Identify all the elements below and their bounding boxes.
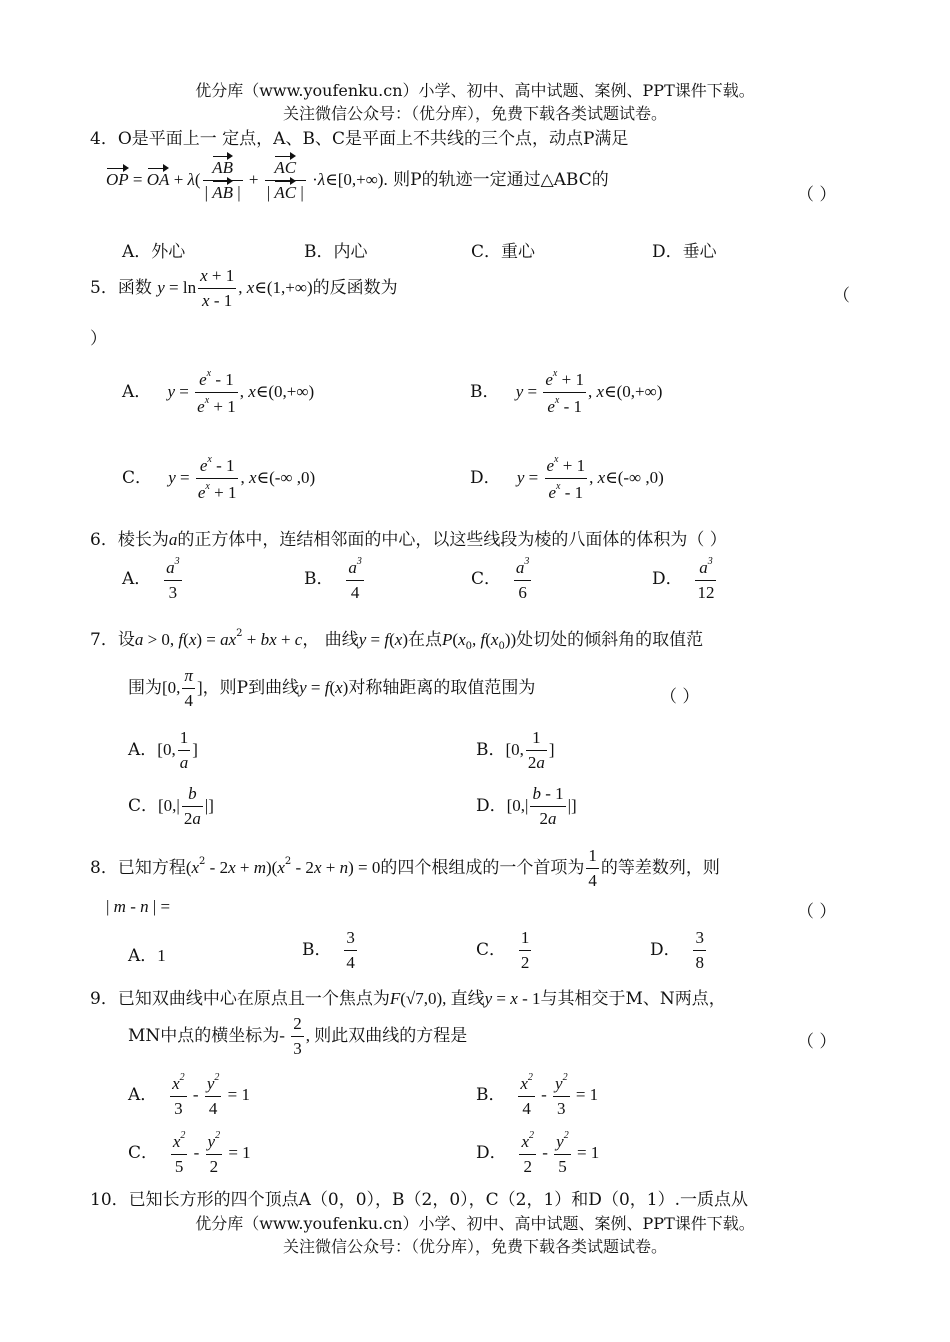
question-9-lead: 已知双曲线中心在原点且一个焦点为	[117, 989, 390, 1009]
question-4-option-c: C．重心	[471, 242, 536, 262]
header-line-2: 关注微信公众号：（优分库），免费下载各类试题试卷。	[282, 104, 667, 123]
ac-unit-fraction: $\frac{AC}{| AC |}$	[266, 158, 304, 202]
question-4-option-b: B．内心	[304, 242, 368, 262]
option-label: A．	[128, 740, 158, 760]
question-9-stem: 9．已知双曲线中心在原点且一个焦点为F(√7,0), 直线y = x - 1与其相交于M、N两点，	[90, 989, 726, 1009]
question-8-lead: 已知方程	[117, 858, 186, 878]
question-9-mid: 直线	[450, 989, 485, 1009]
option-label: A．	[128, 1085, 158, 1105]
question-6-option-c: C． $\frac{a^3}{6}$	[471, 556, 530, 602]
question-8-number: 8．	[90, 858, 118, 878]
question-7-tail: 处切处的倾斜角的取值范	[516, 630, 704, 650]
question-8-option-d: D． $\frac{3}{8}$	[650, 928, 704, 972]
option-label: D．	[650, 940, 681, 960]
option-label: D．	[470, 468, 501, 488]
footer-line-1: 优分库（www.youfenku.cn）小学、初中、高中试题、案例、PPT课件下载。	[195, 1214, 755, 1233]
question-5-paren-open: （	[833, 286, 850, 306]
option-label: D．	[476, 796, 507, 816]
option-label: C．	[471, 569, 502, 589]
denominator: 12	[697, 583, 715, 602]
question-9-line2-lead: MN中点的横坐标为	[128, 1026, 280, 1046]
option-label: A．	[122, 382, 152, 402]
option-label: C．	[476, 940, 507, 960]
option-label: C．	[128, 796, 159, 816]
question-9-tail: 与其相交于M、N两点，	[540, 989, 726, 1009]
question-5-option-b: B． y = $\frac{e^x + 1}{e^x - 1}$ , x∈(0,+∞)	[470, 368, 663, 416]
option-label: A．	[122, 569, 152, 589]
question-7-mid: ， 曲线	[302, 630, 359, 650]
question-9-option-b: B． $\frac{x^2}{4}$ - $\frac{y^2}{3}$ = 1	[476, 1072, 599, 1118]
question-9-line-2: MN中点的横坐标为- $\frac{2}{3}$ , 则此双曲线的方程是	[128, 1014, 468, 1058]
question-8-option-b: B． $\frac{3}{4}$	[302, 928, 355, 972]
question-8-stem: 8．已知方程$(x^2 - 2x + m)(x^2 - 2x + n) = 0$的四个根组成的一个首项为 $\frac{1}{4}$ 的等差数列，则	[90, 846, 720, 890]
question-6-number: 6．	[90, 530, 118, 550]
question-10-text: 已知长方形的四个顶点A（0，0），B（2，0），C（2，1）和D（0，1）.一质点从	[128, 1190, 748, 1210]
question-5-option-a: A． y = $\frac{e^x - 1}{e^x + 1}$ , x∈(0,+∞)	[122, 368, 315, 416]
question-5-option-d: D． y = $\frac{e^x + 1}{e^x - 1}$ , x∈(-∞ ,0)	[470, 454, 664, 502]
question-7-stem: 7．设a > 0, $f(x) = ax^2$ + bx + c， 曲线y = f(x)在点$P(x_0$, $f(x_0)$)处切处的倾斜角的取值范	[90, 628, 704, 652]
question-8-expression: | m - n | =	[106, 897, 171, 916]
question-4-number: 4．	[90, 129, 118, 149]
question-7-lead: 设	[117, 630, 135, 650]
question-7-option-a: A．[0, $\frac{1}{a}$ ]	[128, 728, 198, 772]
question-7-number: 7．	[90, 630, 118, 650]
footer-line-2: 关注微信公众号：（优分库），免费下载各类试题试卷。	[282, 1237, 667, 1256]
option-label: A．	[128, 946, 158, 966]
question-6-option-d: D． $\frac{a^3}{12}$	[652, 556, 715, 602]
question-8-answer-blank: （ ）	[797, 902, 837, 922]
option-label: B．	[476, 1085, 506, 1105]
question-7-option-b: B．[0, $\frac{1}{2a}$ ]	[476, 728, 555, 772]
denominator: 6	[518, 583, 527, 602]
option-label: B．	[470, 382, 500, 402]
question-5-tail: 的反函数为	[312, 278, 398, 298]
question-10-number: 10．	[90, 1190, 129, 1210]
option-label: B．	[304, 569, 334, 589]
question-4-stem	[90, 124, 628, 149]
header-line-1: 优分库（www.youfenku.cn）小学、初中、高中试题、案例、PPT课件下载。	[195, 81, 755, 100]
question-9-option-a: A． $\frac{x^2}{3}$ - $\frac{y^2}{4}$ = 1	[128, 1072, 250, 1118]
option-label: C．	[122, 468, 153, 488]
option-label: B．	[302, 940, 332, 960]
question-5-number: 5．	[90, 278, 118, 298]
question-5-option-c: C． y = $\frac{e^x - 1}{e^x + 1}$ , x∈(-∞ ,0)	[122, 454, 316, 502]
question-4-option-d: D．垂心	[652, 242, 717, 262]
question-6-var: a	[168, 530, 178, 549]
question-6-text-b: 的正方体中，连结相邻面的中心，以这些线段为棱的八面体的体积为（ ）	[177, 530, 727, 550]
question-5-stem: 5．函数 y = ln $\frac{x + 1}{x - 1}$ , x∈(1,+∞)的反函数为	[90, 266, 398, 310]
question-6-text-a: 棱长为	[117, 530, 169, 550]
question-9-option-c: C． $\frac{x^2}{5}$ - $\frac{y^2}{2}$ = 1	[128, 1130, 251, 1176]
question-7-line2-lead: 围为	[128, 678, 162, 698]
question-9-answer-blank: （ ）	[797, 1032, 837, 1052]
option-label: D．	[652, 569, 683, 589]
question-9-line2-tail: 则此双曲线的方程是	[314, 1026, 468, 1046]
question-6-stem	[90, 525, 727, 550]
option-a-value: 1	[157, 946, 166, 965]
question-8-mid: 的四个根组成的一个首项为	[380, 858, 585, 878]
question-7-option-c: C．[0,| $\frac{b}{2a}$ |]	[128, 784, 214, 828]
question-7-answer-blank: （ ）	[660, 687, 700, 707]
question-6-option-b: B． $\frac{a^3}{4}$	[304, 556, 362, 602]
question-10-stem	[90, 1185, 748, 1210]
option-label: D．	[476, 1143, 507, 1163]
question-7-line2-mid: ，则P到曲线	[202, 678, 300, 698]
question-9-option-d: D． $\frac{x^2}{2}$ - $\frac{y^2}{5}$ = 1	[476, 1130, 600, 1176]
question-8-tail: 的等差数列，则	[600, 858, 720, 878]
question-9-number: 9．	[90, 989, 118, 1009]
question-4-text: O是平面上一 定点，A、B、C是平面上不共线的三个点，动点P满足	[117, 129, 629, 149]
question-5-lead: 函数	[117, 278, 152, 298]
question-5-paren-close: ）	[90, 329, 107, 349]
question-7-line-2: 围为[0, $\frac{\pi}{4}$ ]，则P到曲线y = f(x)对称轴距离的取值范围为	[128, 666, 536, 710]
question-8-option-a	[128, 941, 166, 966]
question-4-option-a: A．外心	[122, 242, 186, 262]
ab-unit-fraction: $\frac{AB}{| AB |}$	[204, 158, 241, 202]
option-label: C．	[128, 1143, 159, 1163]
question-7-option-d: D．[0,| $\frac{b - 1}{2a}$ |]	[476, 784, 577, 828]
question-6-option-a: A． $\frac{a^3}{3}$	[122, 556, 180, 602]
question-4-formula-tail: 则P的轨迹一定通过△ABC的	[393, 170, 609, 190]
denominator: 3	[168, 583, 178, 602]
question-8-option-c: C． $\frac{1}{2}$	[476, 928, 530, 972]
question-4-formula: OP = OA + λ( $\frac{AB}{| AB |}$ + $\frac{AC}{| AC |}$ ·λ∈[0,+∞). 则P的轨迹一定通过△ABC的	[106, 158, 609, 202]
option-label: B．	[476, 740, 506, 760]
denominator: 4	[350, 583, 360, 602]
question-7-at-point: 在点	[408, 630, 442, 650]
question-7-line2-tail: 对称轴距离的取值范围为	[348, 678, 536, 698]
question-4-answer-blank: （ ）	[797, 185, 837, 205]
